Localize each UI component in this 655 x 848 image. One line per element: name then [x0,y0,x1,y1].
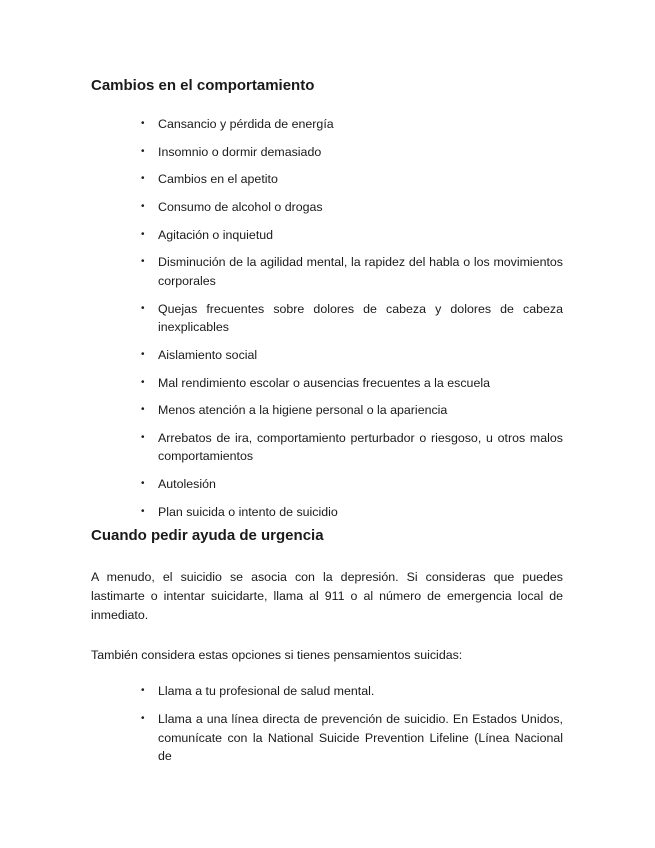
list-item [0,198,563,217]
bullet-icon: • [141,173,145,185]
section-heading-urgent-help: Cuando pedir ayuda de urgencia [91,527,324,544]
list-item [0,401,563,420]
list-item [0,226,563,245]
bullet-icon: • [141,376,145,388]
paragraph-consider-options: También considera estas opciones si tienes pensamientos suicidas: [91,648,463,662]
list-item-text: Cansancio y pérdida de energía [158,117,334,131]
list-item [0,253,563,290]
list-item-text: Quejas frecuentes sobre dolores de cabeza y dolores de cabeza inexplicables [158,301,563,335]
behavior-changes-list [0,115,655,530]
bullet-icon: • [141,478,145,490]
list-item-text: Llama a tu profesional de salud mental. [158,684,375,698]
bullet-icon: • [141,201,145,213]
list-item [0,682,563,701]
list-item-text: Cambios en el apetito [158,172,278,187]
list-item-text: Disminución de la agilidad mental, la rapidez del habla o los movimientos corporales [158,255,563,288]
urgent-help-options-list [0,682,655,775]
bullet-icon: • [141,713,145,724]
list-item-text: Aislamiento social [158,347,258,362]
list-item [0,374,563,393]
list-item-text: Consumo de alcohol o drogas [158,200,323,215]
bullet-icon: • [141,431,145,443]
bullet-icon: • [141,118,145,129]
bullet-icon: • [141,145,145,157]
list-item [0,115,563,134]
bullet-icon: • [141,685,145,696]
bullet-icon: • [141,256,145,268]
list-item [0,170,563,189]
list-item [0,429,563,466]
bullet-icon: • [141,505,145,517]
list-item [0,475,563,494]
list-item-text: Autolesión [158,477,216,492]
list-item-text: Menos atención a la higiene personal o la apariencia [158,403,448,418]
paragraph-suicide-depression: A menudo, el suicidio se asocia con la depresión. Si consideras que puedes lastimarte o intentar suicidarte, llama al 911 o al número de emergencia local de inmediato. [91,570,563,622]
bullet-icon: • [141,302,145,314]
list-item [0,143,563,162]
section-heading-behavior-changes: Cambios en el comportamiento [91,77,315,94]
list-item [0,300,563,337]
bullet-icon: • [141,404,145,416]
list-item [0,710,563,766]
list-item [0,503,563,522]
bullet-icon: • [141,348,145,360]
list-item-text: Insomnio o dormir demasiado [158,144,322,159]
bullet-icon: • [141,228,145,240]
list-item-text: Agitación o inquietud [158,227,274,242]
list-item-text: Mal rendimiento escolar o ausencias frecuentes a la escuela [158,375,490,390]
list-item [0,346,563,365]
list-item-text: Llama a una línea directa de prevención de suicidio. En Estados Unidos, comunícate con la National Suicide Prevention Lifeline (Línea Nacional de [158,712,563,763]
list-item-text: Arrebatos de ira, comportamiento perturbador o riesgoso, u otros malos comportamientos [158,430,563,464]
list-item-text: Plan suicida o intento de suicidio [158,504,338,519]
